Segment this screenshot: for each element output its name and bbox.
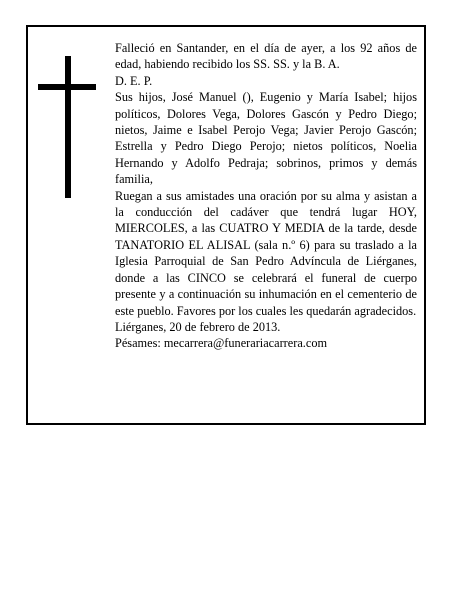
dep-line: D. E. P. — [115, 73, 153, 88]
condolences-line: Pésames: mecarrera@funerariacarrera.com — [115, 336, 328, 351]
announcement-paragraph: Falleció en Santander, en el día de ayer, a los 92 años de edad, habiendo recibido los SS. SS. y la B. A. — [115, 41, 417, 72]
cross-horizontal-bar — [38, 84, 96, 90]
cross-icon — [38, 56, 96, 198]
request-paragraph: Ruegan a sus amistades una oración por su alma y asistan a la conducción del cadáver que tendrá lugar HOY, MIERCOLES, a las CUATRO Y MEDIA de la tarde, desde TANATORIO EL ALISAL (sala n.º 6) para su traslado a la Iglesia Parroquial de San Pedro Advíncula de Liérganes, donde a las CINCO se celebrará el funeral de cuerpo presente y a continuación su inhumación en el cementerio de este pueblo. Favores por los cuales les quedarán agradecidos. — [115, 188, 417, 318]
place-date-line: Liérganes, 20 de febrero de 2013. — [115, 319, 281, 334]
obituary-notice — [26, 25, 426, 425]
family-paragraph: Sus hijos, José Manuel (), Eugenio y María Isabel; hijos políticos, Dolores Vega, Dolores Gascón y Pedro Diego; nietos, Jaime e Isabel Perojo Vega; Javier Perojo Gascón; Estrella y Pedro Diego Perojo; nietos políticos, Noelia Hernando y Adolfo Pedraja; sobrinos, primos y demás familia, — [115, 90, 417, 187]
notice-body — [115, 40, 417, 352]
cross-vertical-bar — [65, 56, 71, 198]
